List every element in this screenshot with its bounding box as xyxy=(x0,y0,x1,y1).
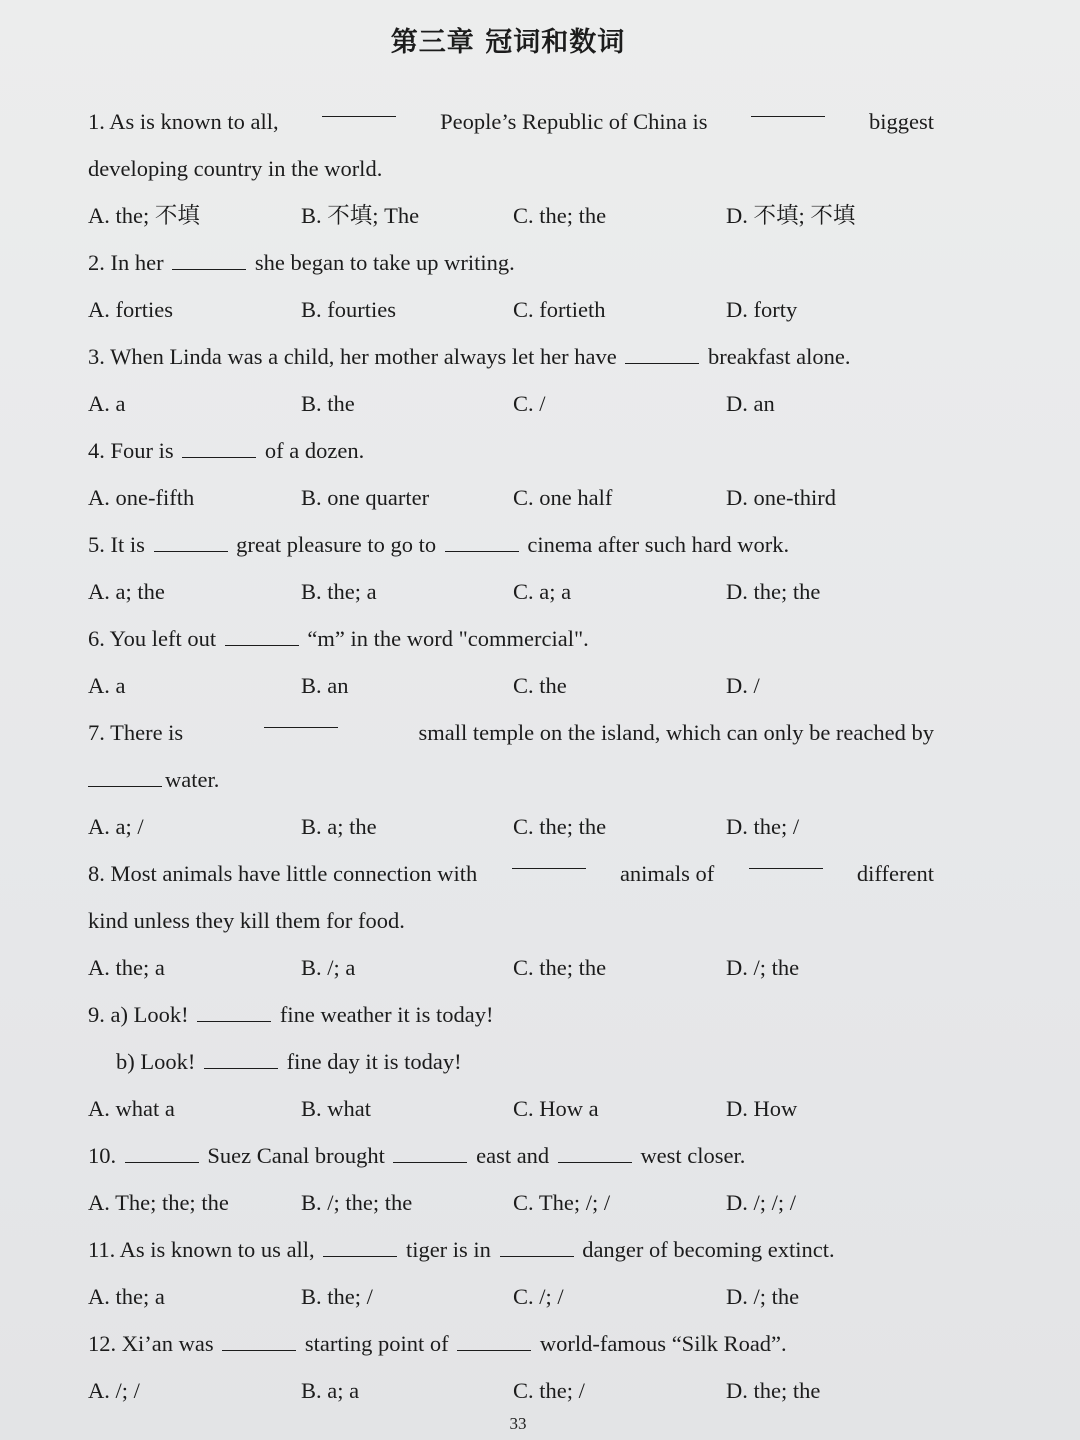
stem-text: 7. There is xyxy=(88,720,184,745)
option-a: A. the; a xyxy=(88,955,165,980)
option-d: D. the; the xyxy=(726,1378,821,1403)
options-row xyxy=(88,1179,934,1226)
option-b: B. the xyxy=(301,391,355,416)
question-stem xyxy=(88,521,934,568)
option-a: A. what a xyxy=(88,1096,175,1121)
stem-text: water. xyxy=(165,767,220,792)
question-7 xyxy=(88,709,934,850)
option-b: B. one quarter xyxy=(301,485,430,510)
option-d: D. / xyxy=(726,673,760,698)
stem-text: 12. Xi’an was xyxy=(88,1331,220,1356)
option-c: C. /; / xyxy=(513,1284,564,1309)
stem-text: breakfast alone. xyxy=(702,344,851,369)
stem-text: world-famous “Silk Road”. xyxy=(534,1331,787,1356)
stem-text: 9. a) Look! xyxy=(88,1002,195,1027)
question-stem xyxy=(88,850,934,897)
options-row xyxy=(88,380,934,427)
question-3 xyxy=(88,333,934,427)
stem-text: “m” in the word "commercial". xyxy=(301,626,589,651)
option-c: C. How a xyxy=(513,1096,599,1121)
stem-text: 11. As is known to us all, xyxy=(88,1237,321,1262)
option-a: A. /; / xyxy=(88,1378,140,1403)
stem-text: she began to take up writing. xyxy=(249,250,515,275)
answer-blank xyxy=(558,1144,632,1163)
option-a: A. forties xyxy=(88,297,173,322)
option-d: D. the; the xyxy=(726,579,821,604)
stem-text: b) Look! xyxy=(116,1049,201,1074)
question-12 xyxy=(88,1320,934,1414)
options-row xyxy=(88,1367,934,1414)
option-a: A. a; the xyxy=(88,579,165,604)
answer-blank xyxy=(88,768,162,787)
question-2 xyxy=(88,239,934,333)
answer-blank xyxy=(125,1144,199,1163)
page-number: 33 xyxy=(509,1414,527,1433)
stem-text: 5. It is xyxy=(88,532,151,557)
answer-blank xyxy=(225,627,299,646)
question-8 xyxy=(88,850,934,991)
question-stem-continued xyxy=(88,756,934,803)
option-a: A. a xyxy=(88,391,126,416)
stem-text: west closer. xyxy=(634,1143,746,1168)
option-b: B. a; the xyxy=(301,814,377,839)
stem-text: east and xyxy=(470,1143,555,1168)
question-6 xyxy=(88,615,934,709)
option-d: D. How xyxy=(726,1096,798,1121)
options-row xyxy=(88,944,934,991)
options-row xyxy=(88,568,934,615)
question-stem xyxy=(88,709,934,756)
stem-text: danger of becoming extinct. xyxy=(576,1237,835,1262)
option-b: B. fourties xyxy=(301,297,396,322)
stem-text: 4. Four is xyxy=(88,438,180,463)
answer-blank xyxy=(197,1003,271,1022)
option-d: D. 不填; 不填 xyxy=(726,203,856,228)
stem-text: fine day it is today! xyxy=(280,1049,462,1074)
stem-text: biggest xyxy=(869,109,934,134)
option-c: C. a; a xyxy=(513,579,572,604)
stem-text: different xyxy=(856,861,934,886)
option-d: D. an xyxy=(726,391,775,416)
answer-blank xyxy=(204,1050,278,1069)
stem-text: fine weather it is today! xyxy=(274,1002,494,1027)
options-row xyxy=(88,474,934,521)
option-b: B. a; a xyxy=(301,1378,360,1403)
stem-text: People’s Republic of China is xyxy=(440,109,708,134)
answer-blank xyxy=(457,1332,531,1351)
question-9 xyxy=(88,991,934,1132)
option-d: D. /; the xyxy=(726,1284,800,1309)
question-list xyxy=(88,98,934,1414)
stem-text: animals of xyxy=(619,861,715,886)
options-row xyxy=(88,1085,934,1132)
option-b: B. the; a xyxy=(301,579,377,604)
stem-text: 3. When Linda was a child, her mother always let her have xyxy=(88,344,623,369)
stem-text: 10. xyxy=(88,1143,122,1168)
question-1 xyxy=(88,98,934,239)
stem-text: small temple on the island, which can only be reached by xyxy=(418,720,934,745)
question-stem xyxy=(88,1226,934,1273)
option-c: C. The; /; / xyxy=(513,1190,611,1215)
option-a: A. the; a xyxy=(88,1284,165,1309)
stem-text: 1. As is known to all, xyxy=(88,109,279,134)
answer-blank xyxy=(222,1332,296,1351)
stem-text: Suez Canal brought xyxy=(201,1143,391,1168)
option-c: C. the; / xyxy=(513,1378,585,1403)
answer-blank xyxy=(172,251,246,270)
question-10 xyxy=(88,1132,934,1226)
question-5 xyxy=(88,521,934,615)
question-stem xyxy=(88,1320,934,1367)
question-stem xyxy=(88,239,934,286)
question-11 xyxy=(88,1226,934,1320)
question-stem xyxy=(88,615,934,662)
option-c: C. one half xyxy=(513,485,613,510)
option-d: D. forty xyxy=(726,297,798,322)
option-a: A. a xyxy=(88,673,126,698)
option-c: C. the; the xyxy=(513,203,607,228)
answer-blank xyxy=(500,1238,574,1257)
chapter-title: 第三章 冠词和数词 xyxy=(390,27,626,58)
stem-text: 8. Most animals have little connection with xyxy=(88,861,478,886)
option-c: C. the; the xyxy=(513,955,607,980)
option-d: D. /; the xyxy=(726,955,800,980)
answer-blank xyxy=(393,1144,467,1163)
option-d: D. one-third xyxy=(726,485,836,510)
option-b: B. /; a xyxy=(301,955,356,980)
option-a: A. a; / xyxy=(88,814,144,839)
answer-blank xyxy=(751,98,825,117)
option-a: A. one-fifth xyxy=(88,485,195,510)
option-c: C. the xyxy=(513,673,567,698)
options-row xyxy=(88,286,934,333)
option-b: B. 不填; The xyxy=(301,203,420,228)
stem-text: cinema after such hard work. xyxy=(521,532,790,557)
question-stem xyxy=(88,427,934,474)
option-c: C. the; the xyxy=(513,814,607,839)
answer-blank xyxy=(512,850,586,869)
question-stem-continued: kind unless they kill them for food. xyxy=(88,908,405,933)
stem-text: 2. In her xyxy=(88,250,170,275)
question-stem-continued: developing country in the world. xyxy=(88,156,383,181)
options-row xyxy=(88,1273,934,1320)
option-c: C. fortieth xyxy=(513,297,606,322)
question-stem-part-b xyxy=(88,1038,934,1085)
option-b: B. the; / xyxy=(301,1284,373,1309)
answer-blank xyxy=(749,850,823,869)
stem-text: starting point of xyxy=(299,1331,455,1356)
option-b: B. /; the; the xyxy=(301,1190,413,1215)
answer-blank xyxy=(182,439,256,458)
question-4 xyxy=(88,427,934,521)
answer-blank xyxy=(264,709,338,728)
stem-text: tiger is in xyxy=(400,1237,497,1262)
option-b: B. an xyxy=(301,673,349,698)
answer-blank xyxy=(322,98,396,117)
options-row xyxy=(88,192,934,239)
options-row xyxy=(88,662,934,709)
option-d: D. the; / xyxy=(726,814,800,839)
option-a: A. The; the; the xyxy=(88,1190,229,1215)
options-row xyxy=(88,803,934,850)
answer-blank xyxy=(323,1238,397,1257)
option-c: C. / xyxy=(513,391,546,416)
stem-text: of a dozen. xyxy=(259,438,365,463)
question-stem xyxy=(88,1132,934,1179)
answer-blank xyxy=(154,533,228,552)
question-stem xyxy=(88,98,934,145)
answer-blank xyxy=(625,345,699,364)
question-stem xyxy=(88,991,934,1038)
stem-text: great pleasure to go to xyxy=(230,532,442,557)
answer-blank xyxy=(445,533,519,552)
option-b: B. what xyxy=(301,1096,371,1121)
option-a: A. the; 不填 xyxy=(88,203,200,228)
stem-text: 6. You left out xyxy=(88,626,222,651)
option-d: D. /; /; / xyxy=(726,1190,797,1215)
question-stem xyxy=(88,333,934,380)
